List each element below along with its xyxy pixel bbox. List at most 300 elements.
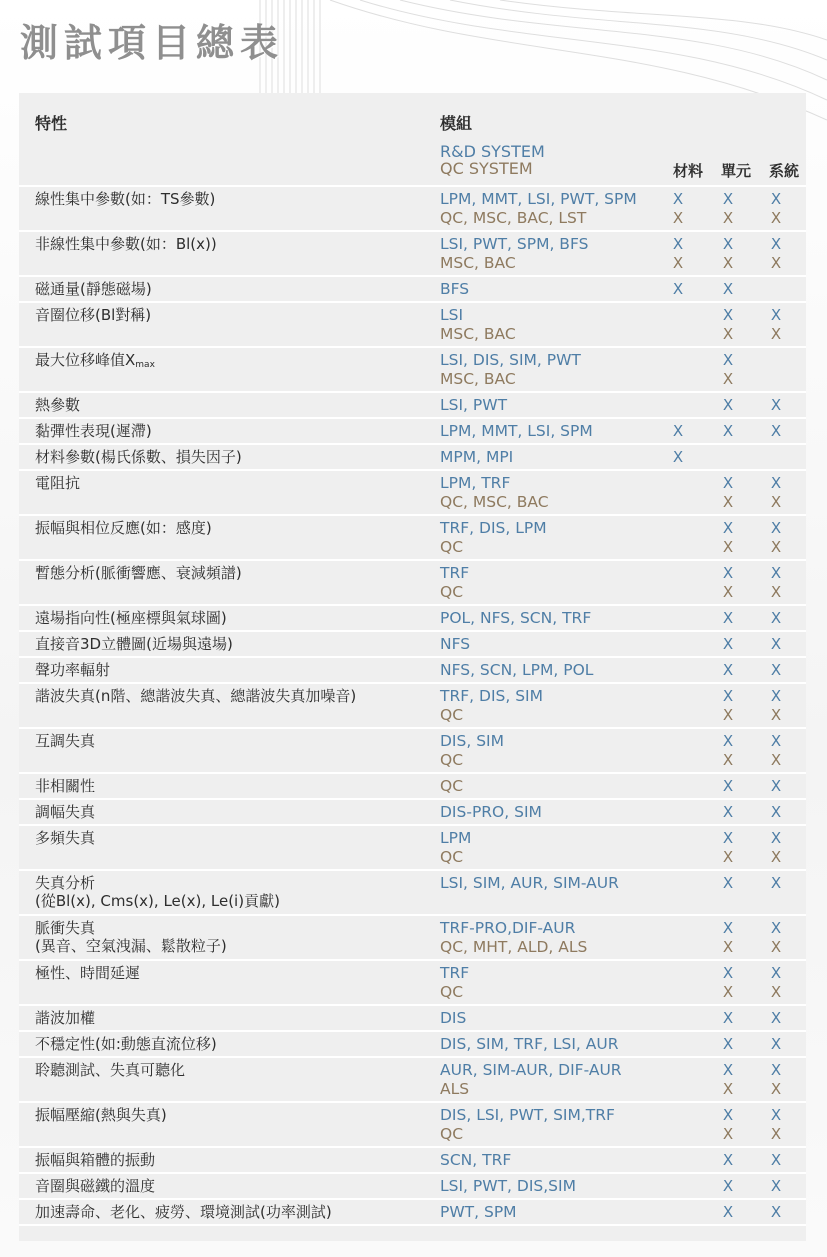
x-mark: X	[722, 582, 734, 601]
x-mark: X	[722, 1061, 734, 1079]
x-mark: X	[722, 937, 734, 956]
rnd-module-list: LPM	[440, 829, 472, 847]
rnd-module-list: DIS, SIM, TRF, LSI, AUR	[440, 1035, 619, 1053]
x-mark: X	[722, 492, 734, 511]
system-mark-cell	[766, 919, 786, 956]
feature-text: 直接音3D立體圖(近場與遠場)	[35, 635, 233, 653]
x-mark: X	[770, 777, 782, 795]
qc-module-list: QC, MSC, BAC	[440, 492, 549, 511]
table-row	[19, 471, 806, 516]
unit-mark-cell	[718, 687, 738, 724]
module-cell	[440, 564, 469, 601]
unit-mark-cell	[718, 874, 738, 893]
unit-mark-cell	[718, 235, 738, 272]
rnd-module-list: SCN, TRF	[440, 1151, 512, 1169]
table-row	[19, 303, 806, 348]
unit-mark-cell	[718, 1035, 738, 1054]
x-mark: X	[722, 777, 734, 795]
feature-cell	[35, 1177, 155, 1195]
feature-cell	[35, 351, 155, 374]
feature-text: 非相關性	[35, 777, 96, 795]
feature-text: 熱參數	[35, 396, 81, 414]
system-mark-cell	[766, 732, 786, 769]
feature-cell	[35, 280, 152, 298]
x-mark: X	[770, 306, 782, 324]
material-mark-cell	[668, 235, 688, 272]
system-mark-cell	[766, 874, 786, 893]
system-mark-cell	[766, 1035, 786, 1054]
unit-mark-cell	[718, 519, 738, 556]
x-mark: X	[722, 847, 734, 866]
unit-mark-cell	[718, 474, 738, 511]
x-mark: X	[722, 750, 734, 769]
feature-text: 音圈與磁鐵的溫度	[35, 1177, 156, 1195]
qc-module-list: QC	[440, 705, 464, 724]
x-mark: X	[722, 1203, 734, 1221]
qc-module-list: QC	[440, 750, 464, 769]
table-row	[19, 232, 806, 277]
qc-module-list: QC	[440, 1124, 464, 1143]
module-cell	[440, 874, 619, 893]
x-mark: X	[770, 1106, 782, 1124]
unit-mark-cell	[718, 1203, 738, 1222]
x-mark: X	[770, 964, 782, 982]
x-mark: X	[722, 1106, 734, 1124]
x-mark: X	[770, 519, 782, 537]
table-row	[19, 348, 806, 393]
table-row	[19, 561, 806, 606]
x-mark: X	[722, 564, 734, 582]
table-row	[19, 419, 806, 445]
qc-module-list: QC	[440, 537, 464, 556]
x-mark: X	[722, 280, 734, 298]
module-cell	[440, 635, 470, 654]
x-mark: X	[770, 1177, 782, 1195]
x-mark: X	[722, 1124, 734, 1143]
x-mark: X	[722, 982, 734, 1001]
x-mark: X	[770, 582, 782, 601]
rnd-module-list: DIS, LSI, PWT, SIM,TRF	[440, 1106, 615, 1124]
module-cell	[440, 1151, 511, 1170]
x-mark: X	[770, 422, 782, 440]
x-mark: X	[672, 422, 684, 440]
x-mark: X	[770, 1009, 782, 1027]
feature-text: 諧波加權	[35, 1009, 96, 1027]
x-mark: X	[770, 803, 782, 821]
x-mark: X	[770, 750, 782, 769]
table-row	[19, 684, 806, 729]
module-cell	[440, 732, 504, 769]
rnd-module-list: TRF	[440, 964, 470, 982]
qc-module-list: QC	[440, 982, 464, 1001]
feature-cell	[35, 448, 242, 466]
unit-mark-cell	[718, 777, 738, 796]
feature-cell	[35, 422, 152, 440]
module-cell	[440, 519, 547, 556]
module-cell	[440, 1106, 615, 1143]
subscript: max	[135, 360, 155, 370]
module-cell	[440, 803, 542, 822]
x-mark: X	[770, 396, 782, 414]
feature-text: 不穩定性(如:動態直流位移)	[35, 1035, 217, 1053]
x-mark: X	[770, 1203, 782, 1221]
x-mark: X	[722, 474, 734, 492]
module-cell	[440, 280, 469, 299]
x-mark: X	[722, 396, 734, 414]
feature-text: 振幅與相位反應(如：感度)	[35, 519, 212, 537]
feature-text: 脈衝失真	[35, 919, 96, 937]
unit-mark-cell	[718, 564, 738, 601]
material-mark-cell	[668, 448, 688, 467]
x-mark: X	[770, 982, 782, 1001]
material-mark-cell	[668, 280, 688, 299]
x-mark: X	[722, 306, 734, 324]
feature-text: 最大位移峰值$X_{max}$	[35, 351, 155, 370]
unit-mark-cell	[718, 732, 738, 769]
x-mark: X	[722, 705, 734, 724]
feature-cell	[35, 661, 110, 679]
table-row	[19, 871, 806, 916]
system-mark-cell	[766, 803, 786, 822]
x-mark: X	[770, 537, 782, 556]
table-row	[19, 1174, 806, 1200]
system-mark-cell	[766, 829, 786, 866]
table-row	[19, 800, 806, 826]
x-mark: X	[770, 687, 782, 705]
feature-cell	[35, 777, 95, 795]
module-cell	[440, 422, 593, 441]
table-row	[19, 606, 806, 632]
system-mark-cell	[766, 777, 786, 796]
table-row	[19, 916, 806, 961]
x-mark: X	[722, 609, 734, 627]
x-mark: X	[722, 369, 734, 388]
x-mark: X	[722, 635, 734, 653]
module-column-header: 模組	[440, 114, 473, 133]
rnd-module-list: NFS	[440, 635, 471, 653]
qc-module-list: ALS	[440, 1079, 470, 1098]
system-mark-cell	[766, 564, 786, 601]
unit-column-header: 單元	[721, 162, 752, 180]
module-cell	[440, 306, 516, 343]
table-row	[19, 826, 806, 871]
feature-cell	[35, 474, 80, 492]
feature-text: 電阻抗	[35, 474, 81, 492]
x-mark: X	[770, 253, 782, 272]
system-mark-cell	[766, 1151, 786, 1170]
feature-cell	[35, 306, 151, 324]
module-cell	[440, 609, 591, 628]
feature-cell	[35, 1151, 155, 1169]
rnd-module-list: LSI, DIS, SIM, PWT	[440, 351, 581, 369]
rnd-module-list: DIS	[440, 1009, 467, 1027]
module-cell	[440, 448, 513, 467]
unit-mark-cell	[718, 1151, 738, 1170]
x-mark: X	[770, 235, 782, 253]
x-mark: X	[770, 564, 782, 582]
x-mark: X	[722, 324, 734, 343]
unit-mark-cell	[718, 280, 738, 299]
rnd-module-list: LSI, PWT, DIS,SIM	[440, 1177, 576, 1195]
x-mark: X	[770, 937, 782, 956]
x-mark: X	[722, 351, 734, 369]
rnd-module-list: LSI, PWT, SPM, BFS	[440, 235, 589, 253]
x-mark: X	[770, 661, 782, 679]
feature-text: (異音、空氣洩漏、鬆散粒子)	[35, 937, 227, 955]
rnd-module-list: TRF-PRO,DIF-AUR	[440, 919, 576, 937]
module-cell	[440, 235, 588, 272]
rnd-module-list: LSI, SIM, AUR, SIM-AUR	[440, 874, 619, 892]
unit-mark-cell	[718, 829, 738, 866]
rnd-module-list: AUR, SIM-AUR, DIF-AUR	[440, 1061, 622, 1079]
table-row	[19, 393, 806, 419]
feature-cell	[35, 396, 80, 414]
rnd-module-list: BFS	[440, 280, 470, 298]
feature-cell	[35, 1106, 167, 1124]
x-mark: X	[770, 609, 782, 627]
table-row	[19, 187, 806, 232]
system-mark-cell	[766, 661, 786, 680]
rnd-module-list: LPM, MMT, LSI, PWT, SPM	[440, 190, 637, 208]
rnd-module-list: PWT, SPM	[440, 1203, 517, 1221]
feature-cell	[35, 190, 215, 208]
table-row	[19, 1103, 806, 1148]
table-row	[19, 1032, 806, 1058]
system-mark-cell	[766, 609, 786, 628]
x-mark: X	[722, 1009, 734, 1027]
feature-text: (從Bl(x), Cms(x), Le(x), Le(i)貢獻)	[35, 892, 280, 910]
system-mark-cell	[766, 964, 786, 1001]
qc-system-label: QC SYSTEM	[440, 159, 533, 178]
x-mark: X	[770, 492, 782, 511]
system-mark-cell	[766, 190, 786, 227]
module-cell	[440, 474, 549, 511]
module-cell	[440, 1061, 622, 1098]
material-mark-cell	[668, 190, 688, 227]
rnd-module-list: DIS-PRO, SIM	[440, 803, 542, 821]
rnd-module-list: LPM, TRF	[440, 474, 511, 492]
system-mark-cell	[766, 1203, 786, 1222]
x-mark: X	[722, 1151, 734, 1169]
system-mark-cell	[766, 519, 786, 556]
module-cell	[440, 351, 581, 388]
rnd-module-list: POL, NFS, SCN, TRF	[440, 609, 592, 627]
x-mark: X	[770, 190, 782, 208]
qc-module-list: MSC, BAC	[440, 369, 516, 388]
feature-text: 失真分析	[35, 874, 96, 892]
feature-column-header: 特性	[35, 114, 68, 133]
table-row	[19, 632, 806, 658]
feature-cell	[35, 609, 227, 627]
feature-cell	[35, 564, 242, 582]
rnd-module-list: TRF, DIS, SIM	[440, 687, 543, 705]
feature-text: 聲功率輻射	[35, 661, 111, 679]
x-mark: X	[770, 1061, 782, 1079]
qc-module-list: QC	[440, 582, 464, 601]
rnd-module-list: LSI, PWT	[440, 396, 508, 414]
module-cell	[440, 1009, 466, 1028]
x-mark: X	[770, 847, 782, 866]
qc-module-list: QC, MSC, BAC, LST	[440, 208, 587, 227]
x-mark: X	[770, 474, 782, 492]
x-mark: X	[770, 208, 782, 227]
module-cell	[440, 777, 463, 796]
table-row	[19, 961, 806, 1006]
feature-text: 非線性集中參數(如：Bl(x))	[35, 235, 217, 253]
module-cell	[440, 190, 637, 227]
system-mark-cell	[766, 422, 786, 441]
table-row	[19, 445, 806, 471]
module-cell	[440, 919, 587, 956]
feature-text: 諧波失真(n階、總諧波失真、總諧波失真加噪音)	[35, 687, 357, 705]
feature-cell	[35, 829, 95, 847]
feature-text: 黏彈性表現(遲滯)	[35, 422, 152, 440]
feature-cell	[35, 964, 140, 982]
system-mark-cell	[766, 1009, 786, 1028]
module-cell	[440, 396, 507, 415]
x-mark: X	[722, 964, 734, 982]
rnd-system-label: R&D SYSTEM	[440, 142, 545, 161]
feature-text: 線性集中參數(如：TS參數)	[35, 190, 216, 208]
feature-text: 暫態分析(脈衝響應、衰減頻譜)	[35, 564, 242, 582]
module-cell	[440, 1035, 618, 1054]
rnd-module-list: DIS, SIM	[440, 732, 504, 750]
rnd-module-list: TRF, DIS, LPM	[440, 519, 547, 537]
x-mark: X	[672, 235, 684, 253]
unit-mark-cell	[718, 609, 738, 628]
module-cell	[440, 964, 469, 1001]
x-mark: X	[722, 687, 734, 705]
x-mark: X	[722, 190, 734, 208]
feature-cell	[35, 519, 212, 537]
feature-text: 多頻失真	[35, 829, 96, 847]
x-mark: X	[722, 253, 734, 272]
system-mark-cell	[766, 687, 786, 724]
qc-module-list: QC	[440, 777, 464, 795]
x-mark: X	[672, 253, 684, 272]
unit-mark-cell	[718, 919, 738, 956]
unit-mark-cell	[718, 1177, 738, 1196]
system-mark-cell	[766, 235, 786, 272]
x-mark: X	[770, 874, 782, 892]
table-row	[19, 277, 806, 303]
feature-text: 音圈位移(Bl對稱)	[35, 306, 152, 324]
feature-cell	[35, 874, 280, 910]
table-row	[19, 516, 806, 561]
x-mark: X	[770, 829, 782, 847]
unit-mark-cell	[718, 306, 738, 343]
feature-text: 振幅與箱體的振動	[35, 1151, 156, 1169]
x-mark: X	[722, 1079, 734, 1098]
feature-cell	[35, 235, 217, 253]
feature-text: 遠場指向性(極座標與氣球圖)	[35, 609, 227, 627]
feature-cell	[35, 1035, 217, 1053]
rnd-module-list: TRF	[440, 564, 470, 582]
system-column-header: 系統	[769, 162, 800, 180]
system-mark-cell	[766, 396, 786, 415]
page-title: 測試項目總表	[20, 21, 285, 65]
feature-text: 磁通量(靜態磁場)	[35, 280, 152, 298]
system-mark-cell	[766, 474, 786, 511]
unit-mark-cell	[718, 422, 738, 441]
module-cell	[440, 1203, 517, 1222]
x-mark: X	[722, 422, 734, 440]
unit-mark-cell	[718, 1106, 738, 1143]
system-mark-cell	[766, 1106, 786, 1143]
x-mark: X	[672, 448, 684, 466]
x-mark: X	[770, 705, 782, 724]
table-row	[19, 1200, 806, 1226]
feature-text: 極性、時間延遲	[35, 964, 141, 982]
rnd-module-list: LSI	[440, 306, 464, 324]
unit-mark-cell	[718, 1061, 738, 1098]
x-mark: X	[672, 208, 684, 227]
rnd-module-list: NFS, SCN, LPM, POL	[440, 661, 594, 679]
feature-text: 互調失真	[35, 732, 96, 750]
unit-mark-cell	[718, 635, 738, 654]
unit-mark-cell	[718, 190, 738, 227]
qc-module-list: MSC, BAC	[440, 253, 516, 272]
system-mark-cell	[766, 635, 786, 654]
table-header	[19, 93, 806, 187]
module-cell	[440, 661, 593, 680]
x-mark: X	[770, 324, 782, 343]
feature-text: 調幅失真	[35, 803, 96, 821]
x-mark: X	[722, 1035, 734, 1053]
module-cell	[440, 687, 543, 724]
x-mark: X	[770, 1035, 782, 1053]
feature-cell	[35, 803, 95, 821]
x-mark: X	[770, 732, 782, 750]
feature-text: 加速壽命、老化、疲勞、環境測試(功率測試)	[35, 1203, 332, 1221]
x-mark: X	[770, 1079, 782, 1098]
x-mark: X	[722, 803, 734, 821]
table-row	[19, 658, 806, 684]
feature-cell	[35, 732, 95, 750]
x-mark: X	[722, 235, 734, 253]
x-mark: X	[722, 519, 734, 537]
table-row	[19, 1058, 806, 1103]
feature-text: 振幅壓縮(熱與失真)	[35, 1106, 167, 1124]
x-mark: X	[722, 732, 734, 750]
unit-mark-cell	[718, 803, 738, 822]
x-mark: X	[722, 661, 734, 679]
module-cell	[440, 829, 471, 866]
feature-cell	[35, 635, 233, 653]
rnd-module-list: LPM, MMT, LSI, SPM	[440, 422, 593, 440]
unit-mark-cell	[718, 661, 738, 680]
x-mark: X	[770, 635, 782, 653]
x-mark: X	[672, 280, 684, 298]
feature-cell	[35, 1203, 332, 1221]
feature-cell	[35, 919, 227, 955]
x-mark: X	[722, 1177, 734, 1195]
x-mark: X	[722, 919, 734, 937]
unit-mark-cell	[718, 1009, 738, 1028]
system-mark-cell	[766, 1177, 786, 1196]
table-row	[19, 774, 806, 800]
x-mark: X	[672, 190, 684, 208]
module-cell	[440, 1177, 576, 1196]
material-column-header: 材料	[673, 162, 704, 180]
qc-module-list: MSC, BAC	[440, 324, 516, 343]
x-mark: X	[770, 1124, 782, 1143]
feature-text: 聆聽測試、失真可聽化	[35, 1061, 186, 1079]
unit-mark-cell	[718, 964, 738, 1001]
test-items-table	[19, 93, 806, 1241]
system-mark-cell	[766, 1061, 786, 1098]
x-mark: X	[770, 1151, 782, 1169]
